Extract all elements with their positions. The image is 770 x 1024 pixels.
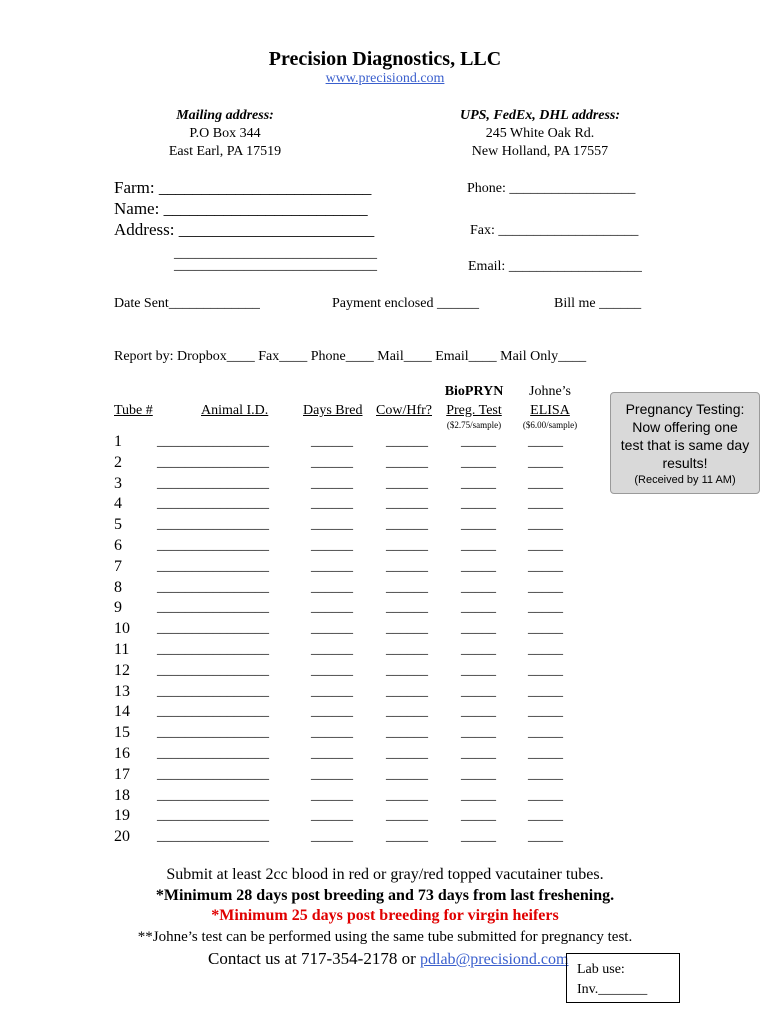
cow-hfr-field[interactable]: ______ bbox=[386, 725, 428, 740]
col-biopryn-header: Preg. Test bbox=[446, 403, 502, 418]
animal-id-field[interactable]: ________________ bbox=[157, 704, 269, 719]
days-bred-field[interactable]: ______ bbox=[311, 663, 353, 678]
tube-number: 18 bbox=[114, 787, 130, 804]
johnes-field[interactable]: _____ bbox=[528, 517, 563, 532]
johnes-field[interactable]: _____ bbox=[528, 642, 563, 657]
johnes-field[interactable]: _____ bbox=[528, 455, 563, 470]
col-johnes-top: Johne’s bbox=[529, 384, 571, 399]
date-sent-field[interactable]: Date Sent_____________ bbox=[114, 296, 260, 311]
tube-number: 6 bbox=[114, 537, 122, 554]
cow-hfr-field[interactable]: ______ bbox=[386, 746, 428, 761]
biopryn-field[interactable]: _____ bbox=[461, 496, 496, 511]
biopryn-field[interactable]: _____ bbox=[461, 829, 496, 844]
contact-text: Contact us at 717-354-2178 or bbox=[208, 949, 416, 968]
biopryn-field[interactable]: _____ bbox=[461, 621, 496, 636]
johnes-field[interactable]: _____ bbox=[528, 684, 563, 699]
days-bred-field[interactable]: ______ bbox=[311, 455, 353, 470]
days-bred-field[interactable]: ______ bbox=[311, 434, 353, 449]
cow-hfr-field[interactable]: ______ bbox=[386, 476, 428, 491]
animal-id-field[interactable]: ________________ bbox=[157, 559, 269, 574]
cow-hfr-field[interactable]: ______ bbox=[386, 642, 428, 657]
payment-enclosed-field[interactable]: Payment enclosed ______ bbox=[332, 296, 479, 311]
tube-number: 4 bbox=[114, 495, 122, 512]
johnes-field[interactable]: _____ bbox=[528, 538, 563, 553]
days-bred-field[interactable]: ______ bbox=[311, 476, 353, 491]
tube-number: 10 bbox=[114, 620, 130, 637]
biopryn-field[interactable]: _____ bbox=[461, 704, 496, 719]
cow-hfr-field[interactable]: ______ bbox=[386, 434, 428, 449]
tube-number: 9 bbox=[114, 599, 122, 616]
promo-line2: Now offering one bbox=[632, 419, 738, 435]
tube-number: 2 bbox=[114, 454, 122, 471]
col-days-header: Days Bred bbox=[303, 403, 363, 418]
animal-id-field[interactable]: ________________ bbox=[157, 517, 269, 532]
promo-line4: results! bbox=[662, 455, 708, 471]
tube-number: 19 bbox=[114, 807, 130, 824]
tube-number: 7 bbox=[114, 558, 122, 575]
johnes-field[interactable]: _____ bbox=[528, 704, 563, 719]
biopryn-field[interactable]: _____ bbox=[461, 517, 496, 532]
col-biopryn-top: BioPRYN bbox=[444, 384, 504, 399]
shipping-address bbox=[430, 107, 650, 161]
biopryn-field[interactable]: _____ bbox=[461, 434, 496, 449]
footer-johnes-note: **Johne’s test can be performed using the same tube submitted for pregnancy test. bbox=[137, 929, 633, 945]
tube-number: 5 bbox=[114, 516, 122, 533]
animal-id-field[interactable]: ________________ bbox=[157, 829, 269, 844]
tube-number: 15 bbox=[114, 724, 130, 741]
biopryn-field[interactable]: _____ bbox=[461, 808, 496, 823]
days-bred-field[interactable]: ______ bbox=[311, 808, 353, 823]
tube-number: 14 bbox=[114, 703, 130, 720]
cow-hfr-field[interactable]: ______ bbox=[386, 455, 428, 470]
phone-field[interactable]: Phone: __________________ bbox=[467, 181, 636, 196]
mailing-line2: East Earl, PA 17519 bbox=[168, 144, 282, 159]
pregnancy-testing-note bbox=[610, 392, 760, 494]
johnes-field[interactable]: _____ bbox=[528, 725, 563, 740]
johnes-field[interactable]: _____ bbox=[528, 580, 563, 595]
cow-hfr-field[interactable]: ______ bbox=[386, 496, 428, 511]
tube-number: 3 bbox=[114, 475, 122, 492]
cow-hfr-field[interactable]: ______ bbox=[386, 538, 428, 553]
days-bred-field[interactable]: ______ bbox=[311, 600, 353, 615]
animal-id-field[interactable]: ________________ bbox=[157, 455, 269, 470]
col-johnes-price: ($6.00/sample) bbox=[522, 420, 578, 430]
farm-field[interactable]: Farm: _________________________ bbox=[114, 178, 372, 197]
col-biopryn-price: ($2.75/sample) bbox=[446, 420, 502, 430]
shipping-line2: New Holland, PA 17557 bbox=[471, 144, 609, 159]
days-bred-field[interactable]: ______ bbox=[311, 559, 353, 574]
address-field[interactable]: Address: _______________________ bbox=[114, 220, 375, 239]
fax-field[interactable]: Fax: ____________________ bbox=[470, 223, 639, 238]
tube-number: 20 bbox=[114, 828, 130, 845]
johnes-field[interactable]: _____ bbox=[528, 808, 563, 823]
promo-line1: Pregnancy Testing: bbox=[625, 401, 745, 417]
shipping-line1: 245 White Oak Rd. bbox=[485, 126, 595, 141]
days-bred-field[interactable]: ______ bbox=[311, 788, 353, 803]
days-bred-field[interactable]: ______ bbox=[311, 580, 353, 595]
cow-hfr-field[interactable]: ______ bbox=[386, 808, 428, 823]
animal-id-field[interactable]: ________________ bbox=[157, 580, 269, 595]
mailing-line1: P.O Box 344 bbox=[189, 126, 261, 141]
lab-inv-field[interactable]: Inv._______ bbox=[577, 982, 648, 997]
days-bred-field[interactable]: ______ bbox=[311, 642, 353, 657]
name-field[interactable]: Name: ________________________ bbox=[114, 199, 368, 218]
animal-id-field[interactable]: ________________ bbox=[157, 808, 269, 823]
animal-id-field[interactable]: ________________ bbox=[157, 642, 269, 657]
cow-hfr-field[interactable]: ______ bbox=[386, 580, 428, 595]
animal-id-field[interactable]: ________________ bbox=[157, 496, 269, 511]
bill-me-field[interactable]: Bill me ______ bbox=[554, 296, 642, 311]
col-tube-header: Tube # bbox=[114, 403, 153, 418]
biopryn-field[interactable]: _____ bbox=[461, 642, 496, 657]
col-johnes-header: ELISA bbox=[530, 403, 570, 418]
johnes-field[interactable]: _____ bbox=[528, 621, 563, 636]
biopryn-field[interactable]: _____ bbox=[461, 559, 496, 574]
biopryn-field[interactable]: _____ bbox=[461, 476, 496, 491]
tube-number: 12 bbox=[114, 662, 130, 679]
promo-line5: (Received by 11 AM) bbox=[634, 474, 736, 486]
website-link[interactable]: www.precisiond.com bbox=[325, 71, 445, 86]
johnes-field[interactable]: _____ bbox=[528, 434, 563, 449]
cow-hfr-field[interactable]: ______ bbox=[386, 788, 428, 803]
promo-line3: test that is same day bbox=[620, 437, 750, 453]
animal-id-field[interactable]: ________________ bbox=[157, 663, 269, 678]
biopryn-field[interactable]: _____ bbox=[461, 600, 496, 615]
days-bred-field[interactable]: ______ bbox=[311, 496, 353, 511]
days-bred-field[interactable]: ______ bbox=[311, 746, 353, 761]
animal-id-field[interactable]: ________________ bbox=[157, 538, 269, 553]
johnes-field[interactable]: _____ bbox=[528, 829, 563, 844]
animal-id-field[interactable]: ________________ bbox=[157, 725, 269, 740]
cow-hfr-field[interactable]: ______ bbox=[386, 767, 428, 782]
johnes-field[interactable]: _____ bbox=[528, 559, 563, 574]
biopryn-field[interactable]: _____ bbox=[461, 788, 496, 803]
animal-id-field[interactable]: ________________ bbox=[157, 621, 269, 636]
days-bred-field[interactable]: ______ bbox=[311, 538, 353, 553]
cow-hfr-field[interactable]: ______ bbox=[386, 829, 428, 844]
days-bred-field[interactable]: ______ bbox=[311, 829, 353, 844]
animal-id-field[interactable]: ________________ bbox=[157, 476, 269, 491]
biopryn-field[interactable]: _____ bbox=[461, 663, 496, 678]
address-line2-field[interactable]: _____________________________ bbox=[174, 246, 377, 261]
cow-hfr-field[interactable]: ______ bbox=[386, 663, 428, 678]
biopryn-field[interactable]: _____ bbox=[461, 580, 496, 595]
biopryn-field[interactable]: _____ bbox=[461, 767, 496, 782]
johnes-field[interactable]: _____ bbox=[528, 788, 563, 803]
johnes-field[interactable]: _____ bbox=[528, 663, 563, 678]
mailing-address bbox=[150, 107, 300, 161]
cow-hfr-field[interactable]: ______ bbox=[386, 600, 428, 615]
animal-id-field[interactable]: ________________ bbox=[157, 788, 269, 803]
animal-id-field[interactable]: ________________ bbox=[157, 746, 269, 761]
cow-hfr-field[interactable]: ______ bbox=[386, 559, 428, 574]
company-title: Precision Diagnostics, LLC bbox=[268, 48, 502, 70]
animal-id-field[interactable]: ________________ bbox=[157, 767, 269, 782]
footer-heifer-warning: *Minimum 25 days post breeding for virgin heifers bbox=[211, 907, 559, 924]
cow-hfr-field[interactable]: ______ bbox=[386, 517, 428, 532]
col-animal-header: Animal I.D. bbox=[201, 403, 269, 418]
email-field[interactable]: Email: ___________________ bbox=[468, 259, 642, 274]
cow-hfr-field[interactable]: ______ bbox=[386, 704, 428, 719]
cow-hfr-field[interactable]: ______ bbox=[386, 621, 428, 636]
days-bred-field[interactable]: ______ bbox=[311, 767, 353, 782]
biopryn-field[interactable]: _____ bbox=[461, 746, 496, 761]
tube-number: 16 bbox=[114, 745, 130, 762]
johnes-field[interactable]: _____ bbox=[528, 746, 563, 761]
col-cow-header: Cow/Hfr? bbox=[376, 403, 432, 418]
contact-email-link[interactable]: pdlab@precisiond.com bbox=[420, 951, 569, 968]
animal-id-field[interactable]: ________________ bbox=[157, 684, 269, 699]
johnes-field[interactable]: _____ bbox=[528, 600, 563, 615]
animal-id-field[interactable]: ________________ bbox=[157, 600, 269, 615]
johnes-field[interactable]: _____ bbox=[528, 767, 563, 782]
tube-number: 13 bbox=[114, 683, 130, 700]
days-bred-field[interactable]: ______ bbox=[311, 725, 353, 740]
biopryn-field[interactable]: _____ bbox=[461, 538, 496, 553]
lab-use-label: Lab use: bbox=[577, 962, 625, 977]
footer-contact bbox=[208, 949, 568, 969]
tube-number: 8 bbox=[114, 579, 122, 596]
footer-instructions: Submit at least 2cc blood in red or gray/red topped vacutainer tubes. bbox=[166, 866, 604, 883]
mailing-heading: Mailing address: bbox=[176, 108, 274, 123]
biopryn-field[interactable]: _____ bbox=[461, 725, 496, 740]
biopryn-field[interactable]: _____ bbox=[461, 455, 496, 470]
cow-hfr-field[interactable]: ______ bbox=[386, 684, 428, 699]
johnes-field[interactable]: _____ bbox=[528, 476, 563, 491]
shipping-heading: UPS, FedEx, DHL address: bbox=[459, 108, 621, 123]
tube-number: 17 bbox=[114, 766, 130, 783]
johnes-field[interactable]: _____ bbox=[528, 496, 563, 511]
days-bred-field[interactable]: ______ bbox=[311, 684, 353, 699]
days-bred-field[interactable]: ______ bbox=[311, 621, 353, 636]
days-bred-field[interactable]: ______ bbox=[311, 517, 353, 532]
biopryn-field[interactable]: _____ bbox=[461, 684, 496, 699]
report-by-options[interactable]: Report by: Dropbox____ Fax____ Phone____ Mail____ Email____ Mail Only____ bbox=[114, 349, 587, 364]
tube-number: 11 bbox=[114, 641, 130, 658]
tube-number: 1 bbox=[114, 433, 122, 450]
address-line3-field[interactable]: _____________________________ bbox=[174, 258, 377, 273]
footer-minimum-days: *Minimum 28 days post breeding and 73 days from last freshening. bbox=[155, 887, 615, 904]
lab-use-box bbox=[566, 953, 680, 1003]
days-bred-field[interactable]: ______ bbox=[311, 704, 353, 719]
animal-id-field[interactable]: ________________ bbox=[157, 434, 269, 449]
